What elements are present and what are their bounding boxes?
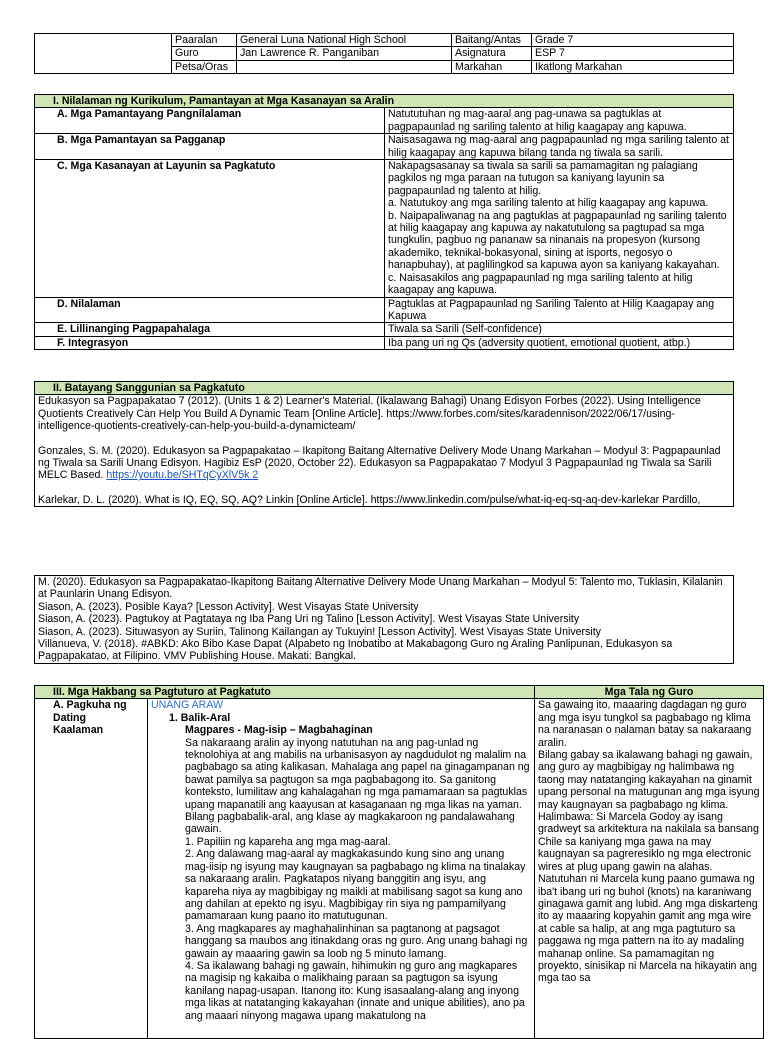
section-title: III. Mga Hakbang sa Pagtuturo at Pagkatuto xyxy=(35,686,535,699)
header-row xyxy=(35,34,734,47)
references-cell xyxy=(35,576,734,664)
row-value: Nakapagsasanay sa tiwala sa sarili sa pamamagitan ng palagiang pagkilos ng mga paraan na tutugon sa kaniyang layunin sa pagpapaunlad ng talento at hilig. a. Natutukoy ang mga sariling talento at hilig kaagapay ang kapuwa. b. Naipapaliwanag na ang pagtuklas at pagpapaunlad ng sariling talento at hilig kaagapay ang kapuwa ay nakatutulong sa pagtupad sa mga tungkulin, pagbuo ng pananaw sa ninanais na propesyon (kursong akademiko, teknikal-bokasyonal, sining at isports, negosyo o hanapbuhay), at paglilingkod sa kapuwa ayon sa kaniyang kakayahan. c. Naisasakilos ang pagpapaunlad ng mga sariling talento at hilig kaagapay ang kapuwa. xyxy=(385,160,734,297)
curriculum-row xyxy=(35,297,734,323)
header-value: General Luna National High School xyxy=(237,34,452,47)
curriculum-row xyxy=(35,134,734,160)
curriculum-row xyxy=(35,160,734,297)
reference-item: M. (2020). Edukasyon sa Pagpapakatao-Ikapitong Baitang Alternative Delivery Mode Unang Markahan – Modyul 5: Talento mo, Tuklasin, Kilalanin at Paunlarin Unang Edisyon. xyxy=(38,576,723,601)
teacher-notes: Sa gawaing ito, maaaring dagdagan ng guro ang mga isyu tungkol sa pagbabago ng klima na naranasan o nalaman batay sa nakaraang aralin. Bilang gabay sa ikalawang bahagi ng gawain, ang guro ay magbibigay ng halimbawa ng taong may natatanging kakayahan na ginamit upang personal na matugunan ang mga isyung may kaugnayan sa pagbabago ng klima. Halimbawa: Si Marcela Godoy ay isang gradweyt sa arkitektura na nakilala sa bansang Chile sa kaniyang mga gawa na may kaugnayan sa pagreresiklo ng mga electronic wires at plug upang gawin na alahas. Natutuhan ni Marcela kung paano gumawa ng iba't ibang uri ng buhol (knots) na karaniwang ginagawa gamit ang lubid. Ang mga diskarteng ito ay maaaring kopyahin gamit ang mga wire at cable sa halip, at ang mga pagtuturo sa paggawa ng mga pattern na ito ay madaling mahanap online. Sa pamamagitan ng proyekto, sinisikap ni Marcela na hikayatin ang mga tao sa xyxy=(535,699,764,1039)
header-key: Baitang/Antas xyxy=(452,34,532,47)
curriculum-table xyxy=(34,94,734,350)
row-label: E. Lillinanging Pagpapahalaga xyxy=(35,323,385,336)
section-title: I. Nilalaman ng Kurikulum, Pamantayan at Mga Kasanayan sa Aralin xyxy=(35,95,734,108)
header-key: Paaralan xyxy=(172,34,237,47)
row-value: Tiwala sa Sarili (Self-confidence) xyxy=(385,323,734,336)
header-value xyxy=(237,60,452,73)
row-value: Naisasagawa ng mag-aaral ang pagpapaunlad ng mga sariling talento at hilig kaagapay ang kapuwa bilang tanda ng tiwala sa sarili. xyxy=(385,134,734,160)
header-value: Grade 7 xyxy=(532,34,734,47)
notes-title: Mga Tala ng Guro xyxy=(535,686,764,699)
procedure-table xyxy=(34,685,764,1039)
header-value: Jan Lawrence R. Panganiban xyxy=(237,47,452,60)
reference-item: Siason, A. (2023). Situwasyon ay Suriin, Talinong Kailangan ay Tukuyin! [Lesson Activity]. West Visayas State University xyxy=(38,625,601,638)
references-table xyxy=(34,381,734,507)
reference-text: Gonzales, S. M. (2020). Edukasyon sa Pagpapakatao – Ikapitong Baitang Alternative Delivery Mode Unang Markahan – Modyul 3: Pagpapaunlad ng Tiwala sa Sarili Unang Edisyon. Hagibiz EsP (2020, October 22). Edukasyon sa Pagpapakatao 7 Modyul 3 Pagpapaunlad ng Tiwala sa Sarili MELC Based. xyxy=(38,444,721,482)
section-title: II. Batayang Sanggunian sa Pagkatuto xyxy=(35,382,734,395)
curriculum-row xyxy=(35,336,734,349)
reference-item: Villanueva, V. (2018). #ABKD: Ako Bibo Kase Dapat (Alpabeto ng Inobatibo at Makabagong Guro ng Araling Panlipunan, Edukasyon sa Pagpapakatao, at Filipino. VMV Publishing House. Makati: Bangkal. xyxy=(38,638,673,663)
reference-item: Karlekar, D. L. (2020). What is IQ, EQ, SQ, AQ? Linkin [Online Article]. https://www.linkedin.com/pulse/what-iq-eq-sq-aq-dev-karlekar Pardillo, xyxy=(38,493,701,506)
header-key: Asignatura xyxy=(452,47,532,60)
activity-title: Magpares - Mag-isip – Magbahaginan xyxy=(185,724,373,737)
curriculum-row xyxy=(35,108,734,134)
header-key: Guro xyxy=(172,47,237,60)
row-label: B. Mga Pamantayan sa Pagganap xyxy=(35,134,385,160)
step-label: A. Pagkuha ng Dating Kaalaman xyxy=(35,699,148,1039)
references-continued-table xyxy=(34,575,734,664)
day-label: UNANG ARAW xyxy=(151,699,224,712)
header-blank-cell xyxy=(35,34,172,74)
row-value: Pagtuklas at Pagpapaunlad ng Sariling Talento at Hilig Kaagapay ang Kapuwa xyxy=(385,297,734,323)
row-label: A. Mga Pamantayang Pangnilalaman xyxy=(35,108,385,134)
row-value: Iba pang uri ng Qs (adversity quotient, emotional quotient, atbp.) xyxy=(385,336,734,349)
row-label: C. Mga Kasanayan at Layunin sa Pagkatuto xyxy=(35,160,385,297)
step-title: 1. Balik-Aral xyxy=(169,711,231,724)
reference-item: Siason, A. (2023). Pagtukoy at Pagtataya ng Iba Pang Uri ng Talino [Lesson Activity]. West Visayas State University xyxy=(38,613,580,626)
header-key: Markahan xyxy=(452,60,532,73)
reference-item: Edukasyon sa Pagpapakatao 7 (2012). (Units 1 & 2) Learner's Material. (Ikalawang Bahagi) Unang Edisyon Forbes (2022). Using Intelligence Quotients Creatively Can Help You Build A Dynamic Team [Online Article]. https://www.forbes.com/sites/karadennison/2022/06/17/using-intelligence-quotients-creatively-can-help-you-build-a-dynamicteam/ xyxy=(38,395,701,433)
reference-item: Siason, A. (2023). Posible Kaya? [Lesson Activity]. West Visayas State University xyxy=(38,600,419,613)
row-value: Natututuhan ng mag-aaral ang pag-unawa sa pagtuklas at pagpapaunlad ng sariling talento at hilig kaagapay ang kapuwa. xyxy=(385,108,734,134)
reference-item xyxy=(38,445,730,482)
row-label: D. Nilalaman xyxy=(35,297,385,323)
header-table xyxy=(34,33,734,74)
header-value: ESP 7 xyxy=(532,47,734,60)
header-value: Ikatlong Markahan xyxy=(532,60,734,73)
row-label: F. Integrasyon xyxy=(35,336,385,349)
references-cell xyxy=(35,395,734,507)
header-key: Petsa/Oras xyxy=(172,60,237,73)
curriculum-row xyxy=(35,323,734,336)
reference-link[interactable]: https://youtu.be/SHTqCyXlV5k 2 xyxy=(106,469,259,482)
procedure-content xyxy=(148,699,535,1039)
procedure-body: Sa nakaraang aralin ay inyong natutuhan na ang pag-unlad ng teknolohiya at ang mabilis na urbanisasyon ay nagdudulot ng malalim na pagbabago sa ating kalikasan. Mahalaga ang papel na ginagampanan ng bawat pamilya sa pagtugon sa mga pagbabagong ito. Sa ganitong konteksto, lumilitaw ang kahalagahan ng mga pamamaraan sa pagtuklas upang mapanatili ang kaayusan at kasaganaan ng mga likas na yaman. Bilang pagbabalik-aral, ang klase ay magkakaroon ng pandalawahang gawain. 1. Papiliin ng kapareha ang mga mag-aaral. 2. Ang dalawang mag-aaral ay magkakasundo kung sino ang unang mag-iisip ng isyung may kaugnayan sa pagbabago ng klima na tinalakay sa nakaraang aralin. Pagkatapos niyang banggitin ang isyu, ang kapareha niya ay magbibigay ng maikli at mabilisang sagot sa kung ano ang dahilan at epekto ng isyu. Magbibigay rin siya ng pampamilyang pamamaraan kung paano ito matutugunan. 3. Ang magkapares ay maghahalinhinan sa pagtanong at pagsagot hanggang sa maubos ang itinakdang oras ng guro. Ang unang bahagi ng gawain ay maaaring gawin sa loob ng 5 minuto lamang. 4. Sa ikalawang bahagi ng gawain, hihimukin ng guro ang magkapares na magisip ng kakaiba o malikhaing paraan sa pagtugon sa isyung kanilang napag-usapan. Itanong ito: Kung isasaalang-alang ang inyong mga likas at natatanging kakayahan (innate and unique abilities), ano pa ang maaari ninyong magawa upang makatulong na xyxy=(185,736,530,1022)
